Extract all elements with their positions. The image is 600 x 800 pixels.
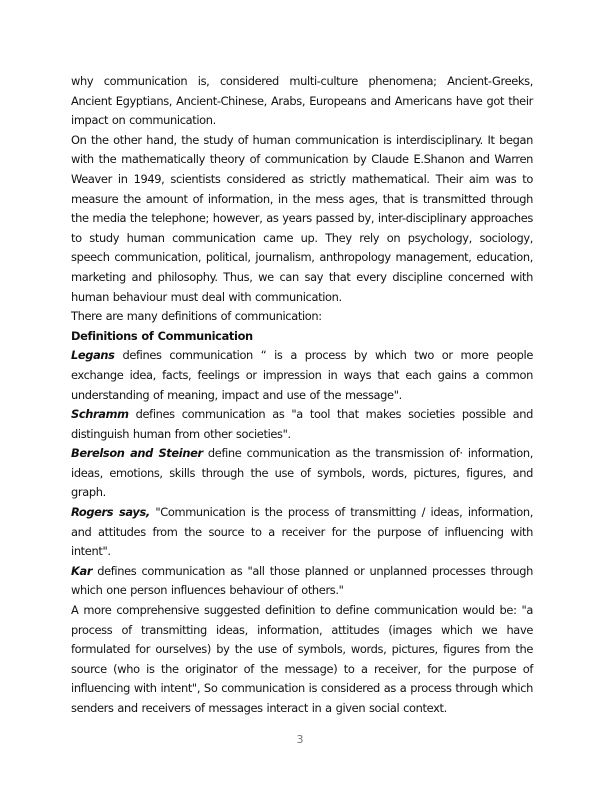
definition-text: defines communication “ is a process by which two or more people exchange idea, facts, feelings or impression in ways that each gains a common understanding of meaning, impact and use of the message". bbox=[71, 348, 533, 402]
author-name: Kar bbox=[71, 563, 93, 578]
definition-text: "Communication is the process of transmitting / ideas, information, and attitudes from the source to a receiver for the purpose of influencing with intent". bbox=[71, 505, 533, 559]
definition-text: defines communication as "a tool that makes societies possible and distinguish human from other societies". bbox=[71, 407, 533, 441]
author-name: Schramm bbox=[71, 407, 129, 422]
definition-schramm bbox=[71, 405, 533, 444]
definition-text: defines communication as "all those planned or unplanned processes through which one person influences behaviour of others." bbox=[71, 563, 533, 598]
definition-kar bbox=[71, 562, 533, 601]
definition-text: define communication as the transmission of· information, ideas, emotions, skills through the use of symbols, words, pictures, figures, and graph. bbox=[71, 446, 534, 500]
author-name: Berelson and Steiner bbox=[71, 446, 203, 461]
definition-rogers bbox=[71, 503, 533, 562]
paragraph-intro-definitions: There are many definitions of communication: bbox=[71, 309, 322, 324]
page-number: 3 bbox=[296, 733, 304, 746]
document-body bbox=[71, 72, 533, 719]
author-name: Rogers says, bbox=[71, 505, 150, 520]
definition-legans bbox=[71, 346, 533, 405]
author-name: Legans bbox=[71, 348, 115, 363]
definition-berelson-steiner bbox=[71, 444, 533, 503]
section-heading: Definitions of Communication bbox=[71, 328, 253, 343]
paragraph-interdisciplinary: On the other hand, the study of human communication is interdisciplinary. It began with the mathematically theory of communication by Claude E.Shanon and Warren Weaver in 1949, scientists considered as strictly mathematical. Their aim was to measure the amount of information, in the mess ages, that is transmitted through the media the telephone; however, as years passed by, inter-disciplinary approaches to study human communication came up. They rely on psychology, sociology, speech communication, political, journalism, anthropology management, education, marketing and philosophy. Thus, we can say that every discipline concerned with human behaviour must deal with communication. bbox=[71, 132, 533, 304]
paragraph-cultures: why communication is, considered multi-culture phenomena; Ancient-Greeks, Ancient Egyptians, Ancient-Chinese, Arabs, Europeans and Americans have got their impact on communication. bbox=[71, 74, 533, 128]
paragraph-comprehensive-definition: A more comprehensive suggested definition to define communication would be: "a process of transmitting ideas, information, attitudes (images which we have formulated for ourselves) by the use of symbols, words, pictures, figures from the source (who is the originator of the message) to a receiver, for the purpose of influencing with intent", So communication is considered as a process through which senders and receivers of messages interact in a given social context. bbox=[71, 603, 533, 715]
